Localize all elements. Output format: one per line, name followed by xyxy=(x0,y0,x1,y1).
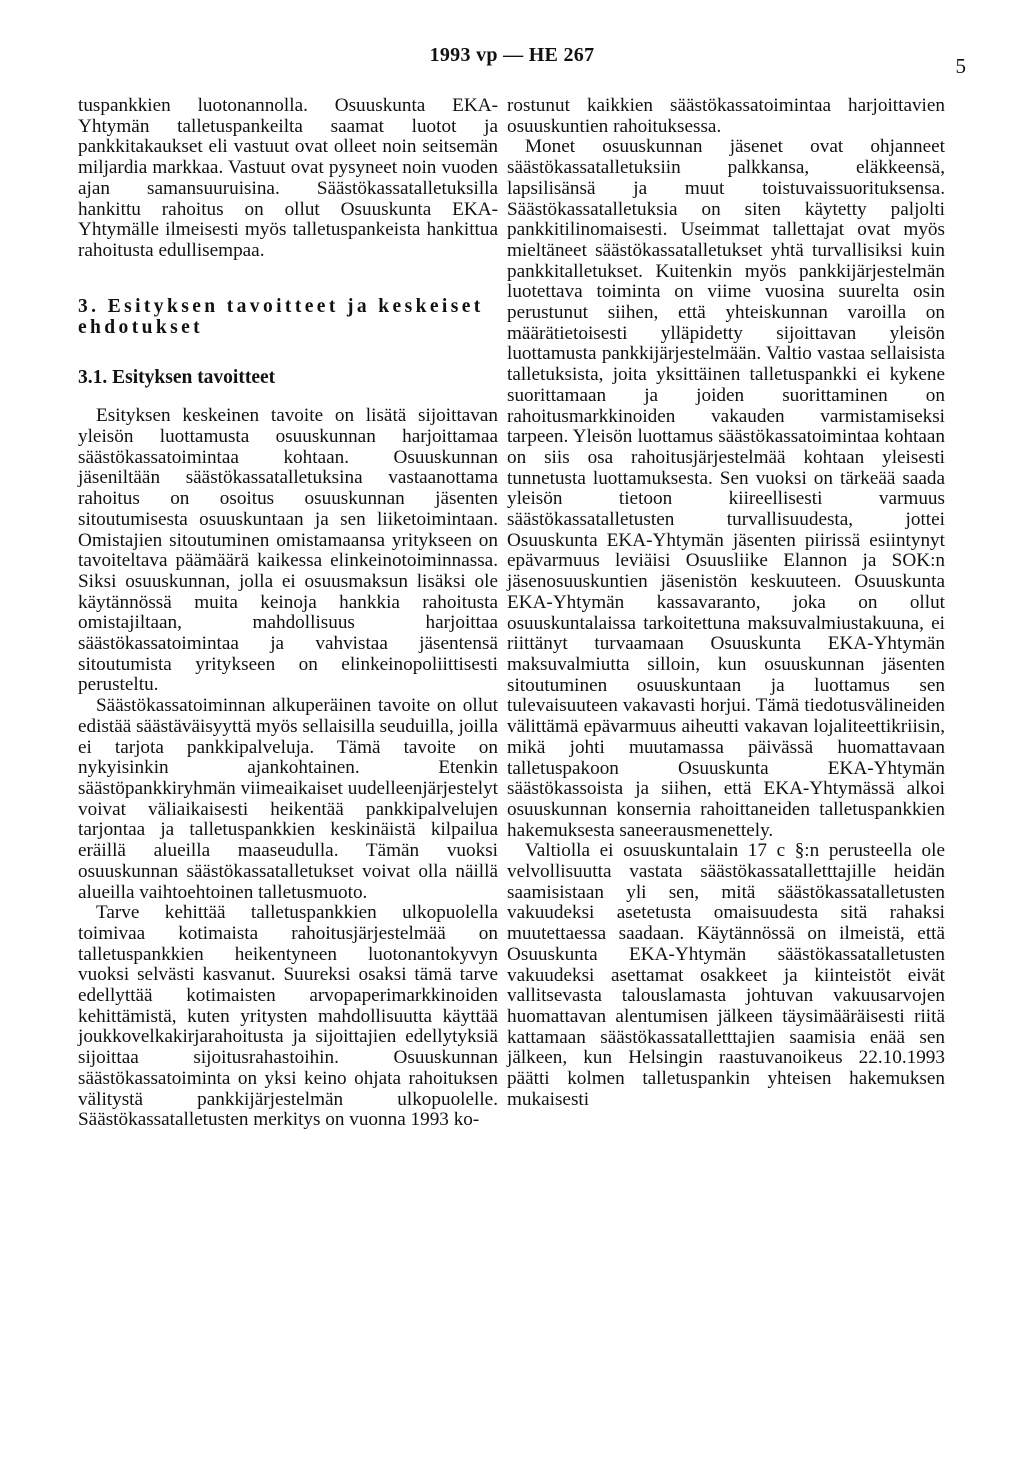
page-header xyxy=(0,44,1024,78)
right-intro-paragraph: rostunut kaikkien säästökassatoimintaa harjoittavien osuuskuntien rahoituksessa. xyxy=(507,95,945,137)
right-paragraph-1: Monet osuuskunnan jäsenet ovat ohjanneet säästökassatalletuksiin palkkansa, eläkkeensä, lapsilisänsä ja muut toistuvaissuorituksensa. Säästökassatalletuksia on siten käytetty paljolti pankkitilinomaisesti. Useimmat tallettajat ovat myös mieltäneet säästökassatalletukset yhtä turvallisiksi kuin pankkitalletukset. Kuitenkin myös pankkijärjestelmän luotettava toiminta on viime vuosina suurelta osin perustunut siihen, että yhteiskunnan varoilla on määrätietoisesti ylläpidetty sijoittavan yleisön luottamusta pankkijärjestelmään. Valtio vastaa sellaisista talletuksista, joita yksittäinen talletuspankki ei kykene suorittamaan ja joiden suorittaminen on rahoitusmarkkinoiden vakauden varmistamiseksi tarpeen. Yleisön luottamus säästökassatoimintaa kohtaan on siis osa rahoitusjärjestelmää kohtaan yleisesti tunnetusta luottamuksesta. Sen vuoksi on tärkeää saada yleisön tietoon kiireellisesti varmuus säästökassatalletusten turvallisuudesta, jottei Osuuskunta EKA-Yhtymän jäsenten piirissä esiintynyt epävarmuus leviäisi Osuusliike Elannon ja SOK:n jäsenosuuskuntien jäsenistön keskuuteen. Osuuskunta EKA-Yhtymän kassavaranto, joka on ollut osuuskuntalaissa tarkoitettuna maksuvalmiustakuuna, ei riittänyt turvaamaan Osuuskunta EKA-Yhtymän maksuvalmiutta silloin, kun osuuskunnan jäsenten sitoutuminen osuuskuntaan ja luottamus sen tulevaisuuteen vakavasti horjui. Tämä tiedotusvälineiden välittämä epävarmuus aiheutti vakavan lojaliteettikriisin, mikä johti muutamassa päivässä huomattavaan talletuspakoon Osuuskunta EKA-Yhtymän säästökassoista ja siihen, että EKA-Yhtymässä alkoi osuuskunnan konsernia rahoittaneiden talletuspankkien hakemuksesta saneerausmenettely. xyxy=(507,136,945,841)
left-column xyxy=(78,96,498,1131)
left-paragraph-3: Tarve kehittää talletuspankkien ulkopuolella toimivaa kotimaista rahoitusjärjestelmää on talletuspankkien heikentyneen luotonantokyvyn vuoksi selvästi kasvanut. Suureksi osaksi tämä tarve edellyttää kotimaisten arvopaperimarkkinoiden kehittämistä, kuten yritysten mahdollisuutta käyttää joukkovelkakirjarahoitusta ja sijoittajien edellytyksiä sijoittaa sijoitusrahastoihin. Osuuskunnan säästökassatoiminta on yksi keino ohjata rahoituksen välitystä pankkijärjestelmän ulkopuolelle. Säästökassatalletusten merkitys on vuonna 1993 ko- xyxy=(78,902,498,1131)
right-column xyxy=(507,96,945,1110)
section-heading: 3. Esityksen tavoitteet ja keskeiset ehdotukset xyxy=(78,295,484,338)
left-paragraph-1: Esityksen keskeinen tavoite on lisätä sijoittavan yleisön luottamusta osuuskunnan harjoittamaa säästökassatoimintaa kohtaan. Osuuskunnan jäseniltään säästökassatalletuksina vastaanottama rahoitus on osoitus osuuskunnan jäsenten sitoutumisesta osuuskuntaan ja sen liiketoimintaan. Omistajien sitoutuminen omistamaansa yritykseen on tavoiteltava päämäärä kaikessa elinkeinotoiminnassa. Siksi osuuskunnan, jolla ei osuusmaksun lisäksi ole käytännössä muita keinoja hankkia rahoitusta omistajiltaan, mahdollisuus harjoittaa säästökassatoimintaa ja vahvistaa jäsentensä sitoutumista yritykseen on elinkeinopoliittisesti perusteltu. xyxy=(78,405,498,696)
left-intro-paragraph: tuspankkien luotonannolla. Osuuskunta EKA-Yhtymän talletuspankeilta saamat luotot ja pankkitakaukset eli vastuut ovat olleet noin seitsemän miljardia markkaa. Vastuut ovat pysyneet noin vuoden ajan samansuuruisina. Säästökassatalletuksilla hankittu rahoitus on ollut Osuuskunta EKA-Yhtymälle ilmeisesti myös talletuspankeista hankittua rahoitusta edullisempaa. xyxy=(78,95,498,261)
right-paragraph-2: Valtiolla ei osuuskuntalain 17 c §:n perusteella ole velvollisuutta vastata säästökassatalletttajille heidän saamisistaan yli sen, mitä säästökassatalletusten vakuudeksi asetetusta omaisuudesta sitä rahaksi muutettaessa saadaan. Käytännössä on ilmeistä, että Osuuskunta EKA-Yhtymän säästökassatalletusten vakuudeksi asettamat osakkeet ja kiinteistöt eivät vallitsevasta talouslamasta johtuvan vakuusarvojen huomattavan alentumisen jälkeen täysimääräisesti riitä kattamaan säästökassatalletttajien saamisia enää sen jälkeen, kun Helsingin raastuvanoikeus 22.10.1993 päätti kolmen talletuspankin yhteisen hakemuksen mukaisesti xyxy=(507,840,945,1110)
running-head: 1993 vp — HE 267 xyxy=(429,44,595,66)
left-paragraph-2: Säästökassatoiminnan alkuperäinen tavoite on ollut edistää säästäväisyyttä myös sellaisilla seuduilla, joilla ei tarjota pankkipalveluja. Tämä tavoite on nykyisinkin ajankohtainen. Etenkin säästöpankkiryhmän viimeaikaiset uudelleenjärjestelyt voivat väliaikaisesti heikentää pankkipalvelujen tarjontaa ja talletuspankkien keskinäistä kilpailua eräillä alueilla maaseudulla. Tämän vuoksi osuuskunnan säästökassatalletukset voivat olla näillä alueilla vaihtoehtoinen talletusmuoto. xyxy=(78,695,498,903)
page-number: 5 xyxy=(955,54,966,78)
subsection-heading: 3.1. Esityksen tavoitteet xyxy=(78,366,276,388)
